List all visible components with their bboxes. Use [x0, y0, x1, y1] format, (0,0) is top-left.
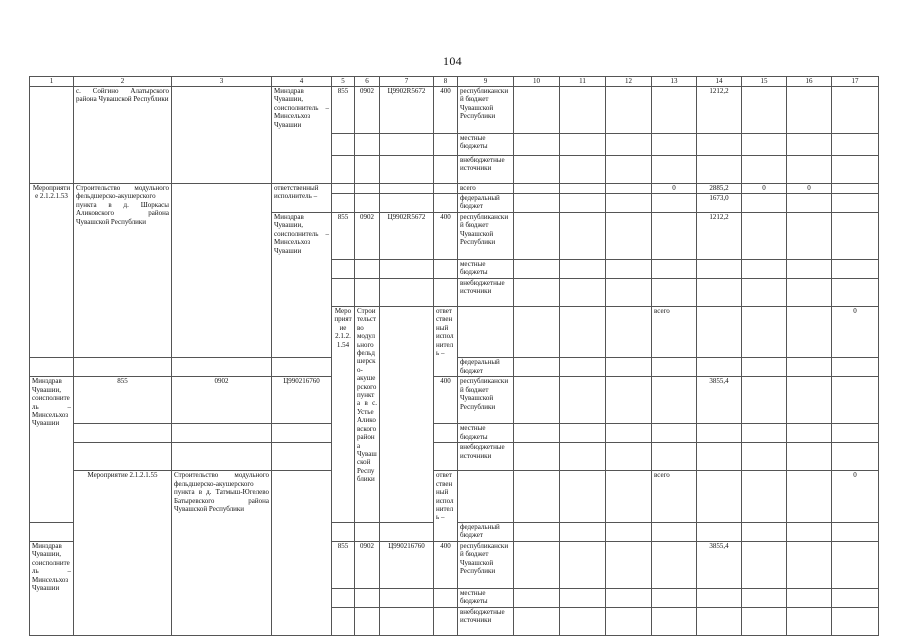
- table-cell: [380, 184, 434, 194]
- table-cell: [514, 424, 560, 443]
- amount-cell: 0: [832, 307, 879, 358]
- table-cell: [832, 588, 879, 607]
- table-cell: [514, 87, 560, 134]
- table-cell: [606, 279, 652, 307]
- amount-cell: [697, 522, 742, 541]
- event-name-cell: Строительство модульного фельдшерско-акушерского пункта в д. Шоркасы Аликовского района Чувашской Республики: [74, 184, 172, 358]
- value-cell: 855: [332, 541, 355, 588]
- funding-source-cell: республиканский бюджет Чувашской Республики: [458, 541, 514, 588]
- table-cell: [697, 424, 742, 443]
- empty-cell: [272, 471, 332, 635]
- table-cell: [514, 134, 560, 156]
- funding-source-cell: внебюджетные источники: [458, 279, 514, 307]
- table-cell: [832, 184, 879, 194]
- table-cell: [787, 279, 832, 307]
- table-cell: [458, 471, 514, 522]
- table-cell: [332, 156, 355, 184]
- table-cell: [606, 471, 652, 522]
- table-cell: [355, 588, 380, 607]
- table-cell: [172, 424, 272, 443]
- column-number: 12: [606, 77, 652, 87]
- table-row: [30, 424, 879, 443]
- funding-source-cell: местные бюджеты: [458, 260, 514, 279]
- table-cell: [606, 260, 652, 279]
- table-cell: [606, 307, 652, 358]
- table-cell: [606, 607, 652, 635]
- column-number: 16: [787, 77, 832, 87]
- amount-cell: 3855,4: [697, 541, 742, 588]
- event-code-cell: Мероприятие 2.1.2.1.53: [30, 184, 74, 358]
- table-cell: [514, 213, 560, 260]
- funding-source-cell: местные бюджеты: [458, 424, 514, 443]
- table-cell: [742, 471, 787, 522]
- amount-cell: 1212,2: [697, 87, 742, 134]
- funding-source-cell: внебюджетные источники: [458, 443, 514, 471]
- table-cell: [355, 184, 380, 194]
- table-cell: [787, 424, 832, 443]
- table-cell: [697, 471, 742, 522]
- table-cell: [606, 424, 652, 443]
- table-cell: [832, 522, 879, 541]
- event-name-cell: Строительство модульного фельдшерско-акушерского пункта в с. Устье Аликовского района Чувашской Республики: [355, 307, 380, 523]
- table-cell: [514, 541, 560, 588]
- table-cell: [514, 588, 560, 607]
- table-cell: [355, 522, 380, 541]
- code-cell: [30, 87, 74, 184]
- table-cell: [742, 443, 787, 471]
- table-cell: [742, 522, 787, 541]
- table-cell: [652, 443, 697, 471]
- value-cell: 400: [434, 87, 458, 134]
- table-cell: [514, 522, 560, 541]
- table-cell: [458, 307, 514, 358]
- table-cell: [697, 134, 742, 156]
- value-cell: 400: [434, 213, 458, 260]
- event-name-cell: с. Сойгино Алатырского района Чувашской Республики: [74, 87, 172, 184]
- table-cell: [514, 279, 560, 307]
- table-row: [30, 471, 879, 522]
- table-cell: [606, 358, 652, 377]
- funding-source-cell: республиканский бюджет Чувашской Республики: [458, 87, 514, 134]
- amount-cell: 0: [742, 184, 787, 194]
- event-name-cell: Строительство модульного фельдшерско-акушерского пункта в д. Татмыш-Югелево Батыревского района Чувашской Республики: [172, 471, 272, 635]
- table-cell: [742, 279, 787, 307]
- table-cell: [434, 588, 458, 607]
- table-cell: [606, 377, 652, 424]
- table-cell: [560, 607, 606, 635]
- table-cell: [652, 358, 697, 377]
- table-cell: [380, 194, 434, 213]
- column-number: 14: [697, 77, 742, 87]
- table-cell: [434, 279, 458, 307]
- table-cell: [652, 522, 697, 541]
- event-code-cell: Мероприятие 2.1.2.1.54: [332, 307, 355, 523]
- table-cell: [832, 358, 879, 377]
- column-number: 6: [355, 77, 380, 87]
- table-cell: [560, 471, 606, 522]
- column-number: 5: [332, 77, 355, 87]
- value-cell: 0902: [172, 377, 272, 424]
- table-cell: [434, 184, 458, 194]
- table-cell: [652, 541, 697, 588]
- table-cell: [514, 260, 560, 279]
- table-cell: [355, 194, 380, 213]
- column-number: 2: [74, 77, 172, 87]
- table-cell: [652, 377, 697, 424]
- budget-table: [29, 76, 879, 636]
- table-cell: [434, 156, 458, 184]
- table-cell: [560, 194, 606, 213]
- table-cell: [787, 588, 832, 607]
- column-number: 15: [742, 77, 787, 87]
- table-cell: [380, 588, 434, 607]
- table-cell: [332, 588, 355, 607]
- table-row: [30, 443, 879, 471]
- table-cell: [434, 607, 458, 635]
- table-cell: [434, 134, 458, 156]
- value-cell: 855: [332, 87, 355, 134]
- table-cell: [697, 307, 742, 358]
- event-code-cell: Мероприятие 2.1.2.1.55: [74, 471, 172, 635]
- amount-cell: 0: [787, 184, 832, 194]
- table-cell: [172, 443, 272, 471]
- table-cell: [560, 588, 606, 607]
- table-cell: [560, 134, 606, 156]
- table-cell: [514, 156, 560, 184]
- funding-source-cell: всего: [652, 307, 697, 358]
- table-row: [30, 377, 879, 424]
- table-cell: [514, 307, 560, 358]
- value-cell: 0902: [355, 213, 380, 260]
- table-cell: [332, 522, 355, 541]
- column-number: 3: [172, 77, 272, 87]
- table-cell: [355, 134, 380, 156]
- empty-cell: [172, 184, 272, 358]
- table-cell: [832, 279, 879, 307]
- value-cell: 400: [434, 377, 458, 424]
- funding-source-cell: внебюджетные источники: [458, 607, 514, 635]
- table-cell: [606, 87, 652, 134]
- table-cell: [652, 588, 697, 607]
- table-cell: [606, 156, 652, 184]
- column-number: 13: [652, 77, 697, 87]
- table-cell: [332, 134, 355, 156]
- table-cell: [332, 184, 355, 194]
- table-cell: [832, 134, 879, 156]
- column-number: 10: [514, 77, 560, 87]
- table-cell: [272, 424, 332, 443]
- table-cell: [832, 194, 879, 213]
- table-cell: [272, 358, 332, 377]
- table-cell: [787, 213, 832, 260]
- column-number: 9: [458, 77, 514, 87]
- budget-table-body: [30, 77, 879, 636]
- funding-source-cell: республиканский бюджет Чувашской Республики: [458, 377, 514, 424]
- table-cell: [652, 607, 697, 635]
- table-cell: [560, 424, 606, 443]
- table-cell: [697, 279, 742, 307]
- column-number: 7: [380, 77, 434, 87]
- funding-source-cell: федеральный бюджет: [458, 522, 514, 541]
- table-cell: [652, 156, 697, 184]
- table-cell: [742, 307, 787, 358]
- table-cell: [560, 522, 606, 541]
- responsible-cell: ответственный исполнитель –: [434, 307, 458, 377]
- table-cell: [787, 134, 832, 156]
- table-cell: [787, 156, 832, 184]
- executor-cell: Минздрав Чувашии, соисполнитель – Минсельхоз Чувашии: [30, 541, 74, 635]
- table-cell: [742, 87, 787, 134]
- column-number: 17: [832, 77, 879, 87]
- executor-cell: Минздрав Чувашии, соисполнитель – Минсельхоз Чувашии: [272, 87, 332, 184]
- table-cell: [697, 156, 742, 184]
- table-cell: [742, 156, 787, 184]
- table-cell: [606, 213, 652, 260]
- table-cell: [652, 87, 697, 134]
- table-cell: [355, 279, 380, 307]
- funding-source-cell: республиканский бюджет Чувашской Республики: [458, 213, 514, 260]
- table-cell: [606, 443, 652, 471]
- table-cell: [832, 87, 879, 134]
- table-cell: [380, 522, 434, 541]
- table-cell: [742, 213, 787, 260]
- table-cell: [787, 607, 832, 635]
- column-number: 8: [434, 77, 458, 87]
- table-cell: [787, 522, 832, 541]
- responsible-cell: ответственный исполнитель –: [434, 471, 458, 541]
- table-cell: [514, 607, 560, 635]
- table-cell: [787, 541, 832, 588]
- table-cell: [380, 607, 434, 635]
- table-cell: [380, 134, 434, 156]
- table-cell: [787, 358, 832, 377]
- table-cell: [514, 194, 560, 213]
- table-cell: [434, 194, 458, 213]
- executor-cell: Минздрав Чувашии, соисполнитель – Минсельхоз Чувашии: [272, 213, 332, 358]
- table-cell: [697, 588, 742, 607]
- table-cell: [832, 607, 879, 635]
- table-cell: [355, 260, 380, 279]
- funding-source-cell: федеральный бюджет: [458, 194, 514, 213]
- table-cell: [74, 443, 172, 471]
- column-number: 11: [560, 77, 606, 87]
- table-cell: [697, 607, 742, 635]
- amount-cell: 0: [832, 471, 879, 522]
- table-cell: [832, 213, 879, 260]
- column-number-row: [30, 77, 879, 87]
- table-cell: [434, 424, 458, 443]
- table-cell: [742, 358, 787, 377]
- table-cell: [652, 279, 697, 307]
- table-cell: [832, 377, 879, 424]
- table-cell: [172, 358, 272, 377]
- table-cell: [355, 156, 380, 184]
- table-cell: [832, 156, 879, 184]
- table-cell: [74, 424, 172, 443]
- table-cell: [514, 377, 560, 424]
- table-cell: [514, 471, 560, 522]
- table-cell: [560, 184, 606, 194]
- funding-source-cell: местные бюджеты: [458, 588, 514, 607]
- funding-source-cell: федеральный бюджет: [458, 358, 514, 377]
- table-cell: [606, 194, 652, 213]
- empty-cell: [380, 307, 434, 523]
- empty-cell: [172, 87, 272, 184]
- table-cell: [787, 377, 832, 424]
- table-cell: [606, 588, 652, 607]
- table-cell: [652, 194, 697, 213]
- value-cell: Ц9902R5672: [380, 213, 434, 260]
- column-number: 4: [272, 77, 332, 87]
- table-row: [30, 184, 879, 194]
- table-cell: [332, 279, 355, 307]
- table-cell: [332, 194, 355, 213]
- table-cell: [355, 607, 380, 635]
- table-cell: [30, 522, 74, 541]
- table-cell: [606, 134, 652, 156]
- table-cell: [697, 443, 742, 471]
- table-cell: [787, 443, 832, 471]
- table-cell: [787, 260, 832, 279]
- table-cell: [332, 260, 355, 279]
- value-cell: Ц990216760: [380, 541, 434, 588]
- table-cell: [742, 377, 787, 424]
- table-cell: [832, 424, 879, 443]
- amount-cell: 2885,2: [697, 184, 742, 194]
- value-cell: Ц990216760: [272, 377, 332, 424]
- amount-cell: 1673,0: [697, 194, 742, 213]
- table-cell: [380, 279, 434, 307]
- table-cell: [742, 260, 787, 279]
- table-cell: [787, 87, 832, 134]
- value-cell: 855: [332, 213, 355, 260]
- table-cell: [742, 607, 787, 635]
- table-cell: [832, 260, 879, 279]
- amount-cell: 0: [652, 184, 697, 194]
- value-cell: 855: [74, 377, 172, 424]
- executor-cell: Минздрав Чувашии, соисполнитель – Минсельхоз Чувашии: [30, 377, 74, 522]
- table-cell: [560, 279, 606, 307]
- table-cell: [514, 443, 560, 471]
- responsible-cell: ответственный исполнитель –: [272, 184, 332, 213]
- amount-cell: 1212,2: [697, 213, 742, 260]
- funding-source-cell: всего: [458, 184, 514, 194]
- table-cell: [606, 541, 652, 588]
- table-cell: [742, 588, 787, 607]
- column-number: 1: [30, 77, 74, 87]
- table-cell: [560, 377, 606, 424]
- table-cell: [742, 194, 787, 213]
- table-cell: [380, 156, 434, 184]
- table-cell: [697, 260, 742, 279]
- table-cell: [606, 184, 652, 194]
- funding-source-cell: местные бюджеты: [458, 134, 514, 156]
- value-cell: 0902: [355, 541, 380, 588]
- table-cell: [787, 307, 832, 358]
- table-cell: [560, 443, 606, 471]
- value-cell: 0902: [355, 87, 380, 134]
- table-cell: [560, 307, 606, 358]
- table-cell: [742, 424, 787, 443]
- table-cell: [434, 260, 458, 279]
- table-cell: [514, 184, 560, 194]
- funding-source-cell: внебюджетные источники: [458, 156, 514, 184]
- table-cell: [652, 134, 697, 156]
- table-cell: [787, 194, 832, 213]
- table-cell: [560, 213, 606, 260]
- table-cell: [652, 424, 697, 443]
- amount-cell: [697, 358, 742, 377]
- table-cell: [560, 541, 606, 588]
- table-cell: [742, 134, 787, 156]
- table-cell: [832, 443, 879, 471]
- table-cell: [606, 522, 652, 541]
- table-cell: [560, 260, 606, 279]
- table-cell: [514, 358, 560, 377]
- value-cell: 400: [434, 541, 458, 588]
- table-cell: [560, 87, 606, 134]
- table-cell: [742, 541, 787, 588]
- table-cell: [832, 541, 879, 588]
- table-cell: [560, 358, 606, 377]
- table-cell: [272, 443, 332, 471]
- table-cell: [30, 358, 74, 377]
- table-cell: [652, 213, 697, 260]
- table-cell: [74, 358, 172, 377]
- table-cell: [652, 260, 697, 279]
- funding-source-cell: всего: [652, 471, 697, 522]
- value-cell: Ц9902R5672: [380, 87, 434, 134]
- table-row: [30, 87, 879, 134]
- table-cell: [787, 471, 832, 522]
- page-number: 104: [443, 54, 462, 68]
- table-cell: [380, 260, 434, 279]
- table-cell: [560, 156, 606, 184]
- table-cell: [332, 607, 355, 635]
- amount-cell: 3855,4: [697, 377, 742, 424]
- table-cell: [434, 443, 458, 471]
